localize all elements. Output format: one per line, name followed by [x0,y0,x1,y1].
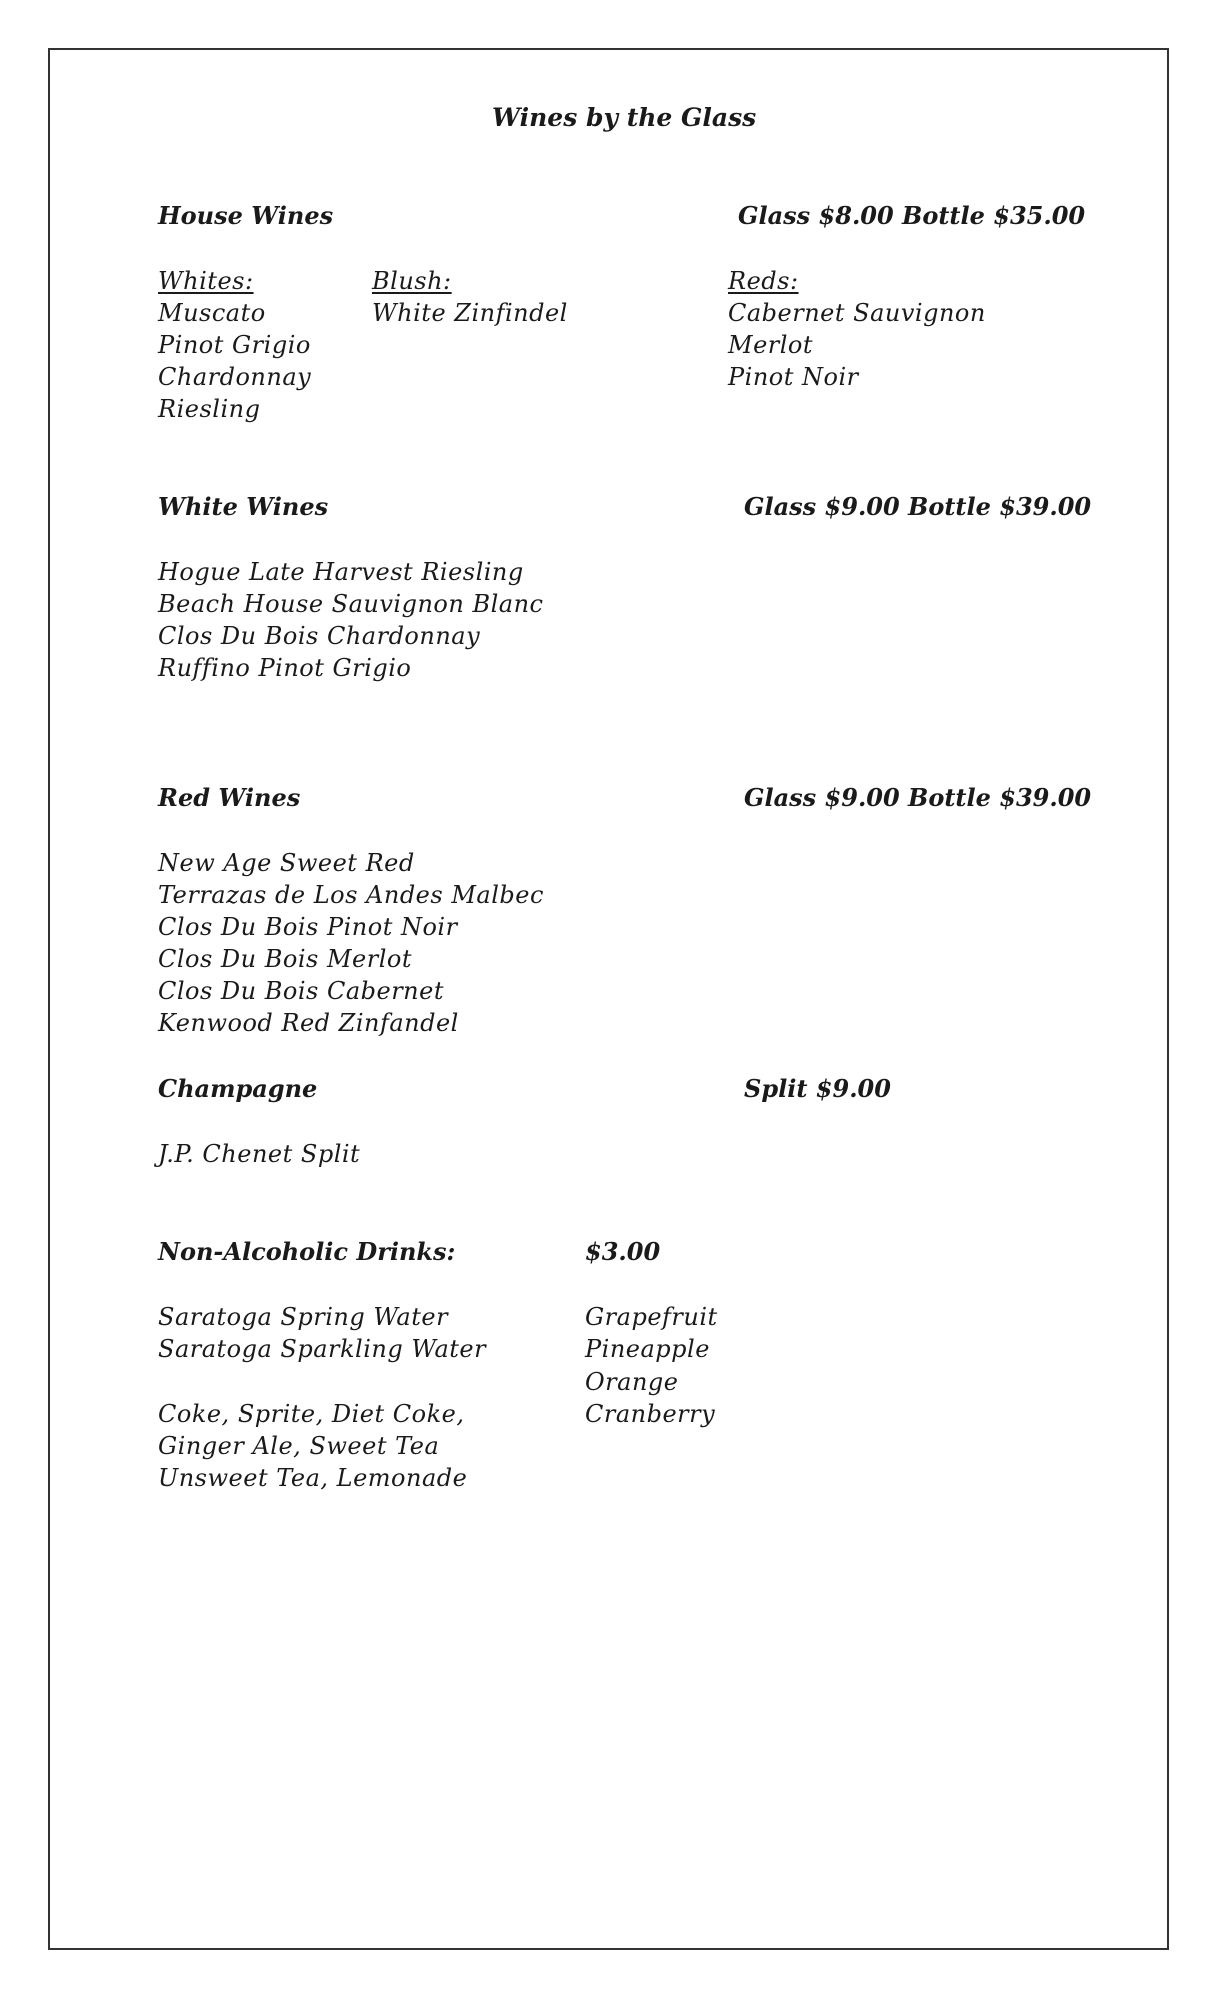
reds-label: Reds: [728,267,799,295]
list-item: Clos Du Bois Pinot Noir [158,913,458,941]
list-item: White Zinfindel [372,299,568,327]
list-item: Kenwood Red Zinfandel [158,1009,459,1037]
red-wines-price: Glass $9.00 Bottle $39.00 [744,783,1092,812]
list-item: New Age Sweet Red [158,849,415,877]
list-item: Grapefruit [585,1303,718,1331]
list-item: Pinot Noir [728,363,859,391]
champagne-price: Split $9.00 [744,1074,891,1103]
house-wines-price: Glass $8.00 Bottle $35.00 [738,201,1086,230]
list-item: Pineapple [585,1335,710,1363]
list-item: Beach House Sauvignon Blanc [158,590,544,618]
list-item: Clos Du Bois Chardonnay [158,622,481,650]
list-item: Ruffino Pinot Grigio [158,654,412,682]
red-wines-heading: Red Wines [158,783,301,812]
list-item: Terrazas de Los Andes Malbec [158,881,544,909]
page-title: Wines by the Glass [492,103,757,132]
list-item: Merlot [728,331,814,359]
list-item: Clos Du Bois Merlot [158,945,412,973]
blush-label: Blush: [372,267,452,295]
list-item: Coke, Sprite, Diet Coke, [158,1400,465,1428]
champagne-heading: Champagne [158,1074,318,1103]
white-wines-price: Glass $9.00 Bottle $39.00 [744,492,1092,521]
list-item: Saratoga Spring Water [158,1303,449,1331]
list-item: Hogue Late Harvest Riesling [158,558,524,586]
non-alcoholic-heading: Non-Alcoholic Drinks: [158,1237,456,1266]
list-item: J.P. Chenet Split [158,1140,361,1168]
list-item: Riesling [158,395,261,423]
list-item: Clos Du Bois Cabernet [158,977,444,1005]
house-wines-heading: House Wines [158,201,334,230]
list-item: Chardonnay [158,363,312,391]
list-item: Ginger Ale, Sweet Tea [158,1432,440,1460]
list-item: Orange [585,1368,679,1396]
list-item: Cabernet Sauvignon [728,299,986,327]
white-wines-heading: White Wines [158,492,329,521]
non-alcoholic-price: $3.00 [585,1237,661,1266]
list-item: Cranberry [585,1400,716,1428]
list-item: Pinot Grigio [158,331,311,359]
list-item: Unsweet Tea, Lemonade [158,1464,468,1492]
list-item: Muscato [158,299,266,327]
whites-label: Whites: [158,267,254,295]
list-item: Saratoga Sparkling Water [158,1335,487,1363]
